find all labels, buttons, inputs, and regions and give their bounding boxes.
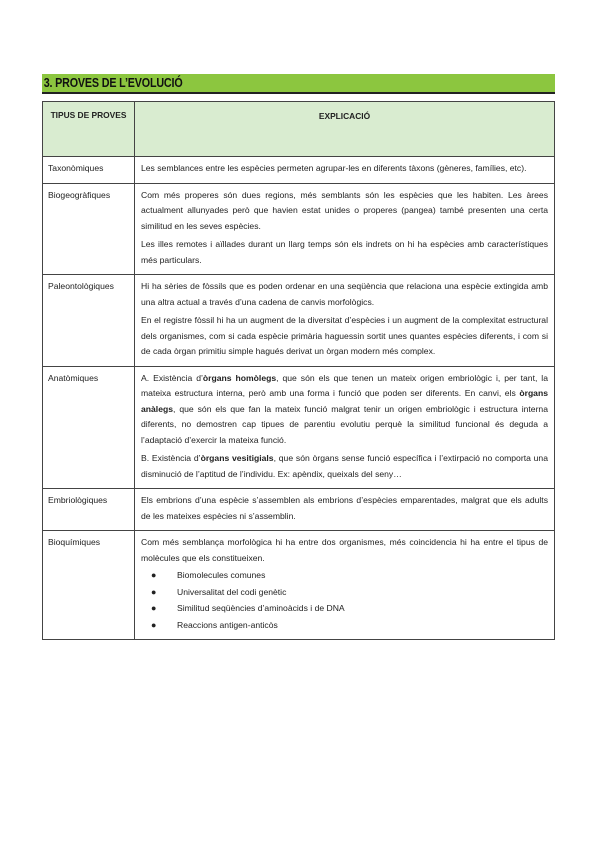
row-explanation-cell (135, 183, 555, 275)
explanation-paragraph (141, 279, 548, 310)
text-segment: Les illes remotes i aïllades durant un llarg temps són els indrets on hi ha espècies amb característiques més particulars. (141, 239, 548, 265)
text-segment: Com més semblança morfològica hi ha entre dos organismes, més coincidencia hi ha entre el tipus de molècules que els constitueixen. (141, 537, 548, 563)
text-segment: B. Existència d’ (141, 453, 201, 463)
text-segment: , que són els que fan la mateix funció malgrat tenir un origen embriològic i estructura interna diferents, no demostren cap tipues de parentiu evolutiu perquè la similitud funcional és deguda a l’adaptació d’exercir la mateixa funció. (141, 403, 548, 445)
row-type-cell: Bioquímiques (43, 531, 135, 640)
header-type: TIPUS DE PROVES (43, 102, 135, 157)
table-row (43, 366, 555, 489)
bullet-text: Biomolecules comunes (177, 570, 266, 580)
text-segment: Hi ha sèries de fòssils que es poden ordenar en una seqüència que relaciona una espècie extingida amb una altra actual a través d’una cadena de canvis morfològics. (141, 281, 548, 307)
list-item (141, 567, 548, 584)
text-segment: En el registre fòssil hi ha un augment de la diversitat d’espècies i un augment de la complexitat estructural dels organismes, com si cada espècie primària haguessin sortit unes quantes espècies diferents, i com si de cada òrgan primitiu simple hagués derivat un òrgan modern més complex. (141, 315, 548, 356)
table-header-row (43, 102, 555, 157)
table-row (43, 183, 555, 275)
bold-term: òrgans homòlegs (202, 372, 277, 383)
explanation-paragraph (141, 451, 548, 482)
explanation-paragraph (141, 493, 548, 524)
bold-term: òrgans vesitigials (200, 453, 274, 463)
text-segment: Els embrions d’una espècie s’assemblen als embrions d’espècies emparentades, malgrat que els adults de les mateixes espècies ni s’assemblin. (141, 495, 548, 521)
explanation-paragraph (141, 313, 548, 360)
row-explanation-cell (135, 275, 555, 367)
explanation-paragraph (141, 161, 548, 177)
explanation-paragraph (141, 237, 548, 268)
row-type-cell: Paleontològiques (43, 275, 135, 367)
header-explanation: EXPLICACIÓ (135, 102, 555, 157)
table-row (43, 275, 555, 367)
table-row (43, 489, 555, 531)
row-explanation-cell (135, 489, 555, 531)
row-type-cell: Embriològiques (43, 489, 135, 531)
row-explanation-cell (135, 531, 555, 640)
row-type-cell: Taxonòmiques (43, 157, 135, 184)
bullet-icon: ● (151, 603, 157, 613)
text-segment: , que són els que tenen un mateix origen embriològic i, per tant, la mateixa estructura interna, però amb una forma i funció que poden ser diferents. En canvi, els (141, 372, 548, 398)
explanation-paragraph (141, 188, 548, 235)
bold-term: òrgans anàlegs (141, 388, 548, 414)
text-segment: Les semblances entre les espècies permeten agrupar-les en diferents tàxons (gèneres, famílies, etc). (141, 163, 527, 173)
list-item (141, 600, 548, 617)
bullet-text: Reaccions antigen-anticòs (177, 619, 278, 630)
section-title: 3. PROVES DE L’EVOLUCIÓ (43, 76, 183, 90)
list-item (141, 584, 548, 601)
row-type-cell: Biogeogràfiques (43, 183, 135, 275)
table-row (43, 157, 555, 184)
row-type-cell: Anatòmiques (43, 366, 135, 489)
text-segment: , que són òrgans sense funció específica i l’extirpació no comporta una disminució de l’aptitud de l’individu. Ex: apèndix, queixals del seny… (141, 453, 548, 479)
text-segment: Com més properes són dues regions, més semblants són les espècies que les habiten. Les àrees actualment allunyades però que havien estat unides o properes (pangea) també presenten una certa similitud en les seves espècies. (141, 189, 548, 231)
bullet-text: Universalitat del codi genètic (177, 586, 287, 597)
bullet-icon: ● (151, 619, 157, 630)
row-explanation-cell (135, 157, 555, 184)
list-item (141, 617, 548, 634)
explanation-paragraph (141, 371, 548, 449)
text-segment: A. Existència d’ (141, 372, 203, 383)
bullet-text: Similitud seqüències d’aminoàcids i de DNA (177, 603, 345, 613)
bullet-icon: ● (151, 570, 157, 580)
section-title-bar (42, 74, 555, 94)
explanation-paragraph (141, 535, 548, 566)
evidence-table (42, 101, 555, 640)
bullet-icon: ● (151, 586, 157, 597)
bullet-list (141, 567, 548, 633)
row-explanation-cell (135, 366, 555, 489)
table-row (43, 531, 555, 640)
